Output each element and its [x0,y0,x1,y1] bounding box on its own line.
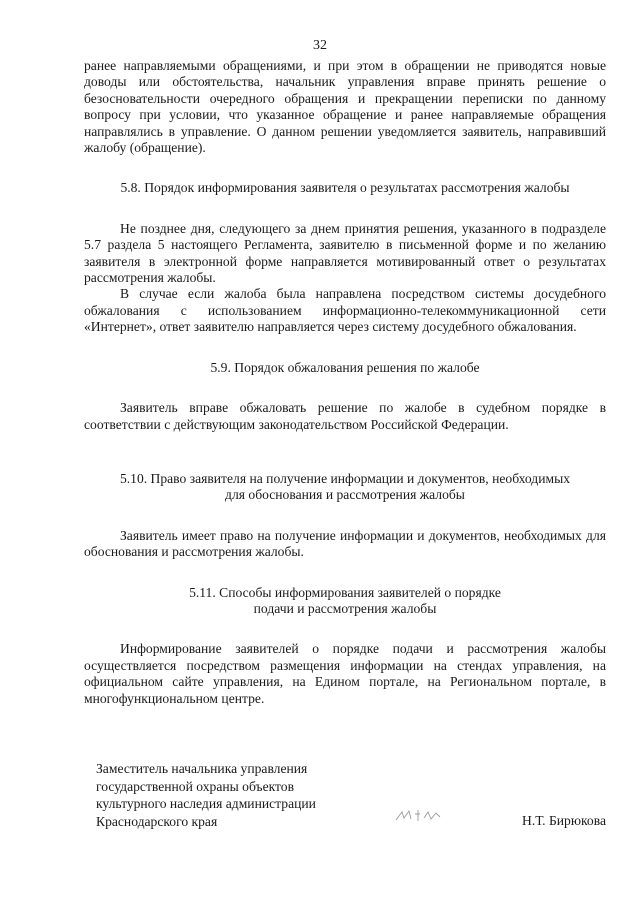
signatory-position-line4: Краснодарского края [96,813,218,829]
section-heading-5-10-line1: 5.10. Право заявителя на получение информации и документов, необходимых [119,470,571,486]
document-body [84,58,606,707]
section-heading-5-11-line1: 5.11. Способы информирования заявителей о порядке [189,584,501,600]
paragraph-5-10: Заявитель имеет право на получение информации и документов, необходимых для обоснования и рассмотрения жалобы. [84,527,606,560]
paragraph-5-9: Заявитель вправе обжаловать решение по жалобе в судебном порядке в соответствии с действующим законодательством Российской Федерации. [84,400,606,432]
paragraph-5-11: Информирование заявителей о порядке подачи и рассмотрения жалобы осуществляется посредством размещения информации на стендах управления, на официальном сайте управления, на Едином портале, на Региональном портале, в многофункциональном центре. [84,641,606,706]
section-heading-5-11-line2: подачи и рассмотрения жалобы [253,600,437,616]
page-number: 32 [313,38,327,53]
signatory-position-line3: культурного наследия администрации [96,796,316,811]
paragraph-5-8-a: Не позднее дня, следующего за днем принятия решения, указанного в подразделе 5.7 раздела 5 настоящего Регламента, заявителю в письменной форме и по желанию заявителя в электронной форме направляется мотивированный ответ о результатах рассмотрения жалобы. [84,220,606,286]
section-heading-5-8: 5.8. Порядок информирования заявителя о результатах рассмотрения жалобы [120,180,570,196]
signature-mark-icon [394,806,442,826]
signatory-position-line1: Заместитель начальника управления [96,761,308,776]
signatory-name: Н.Т. Бирюкова [522,813,606,828]
signatory-position-line2: государственной охраны объектов [96,778,295,794]
section-heading-5-10-line2: для обоснования и рассмотрения жалобы [225,487,465,503]
section-heading-5-9: 5.9. Порядок обжалования решения по жалобе [210,359,480,375]
paragraph-continuation: ранее направляемыми обращениями, и при этом в обращении не приводятся новые доводы или обстоятельства, начальник управления вправе принять решение о безосновательности очередного обращения и прекращении переписки по данному вопросу при условии, что указанное обращение и ранее направляемые обращения направлялись в управление. О данном решении уведомляется заявитель, направивший жалобу (обращение). [84,58,606,156]
paragraph-5-8-b: В случае если жалоба была направлена посредством системы досудебного обжалования с использованием информационно-телекоммуникационной сети «Интернет», ответ заявителю направляется через систему досудебного обжалования. [84,286,606,335]
signature-block [96,760,606,830]
signatory-position [96,760,396,830]
